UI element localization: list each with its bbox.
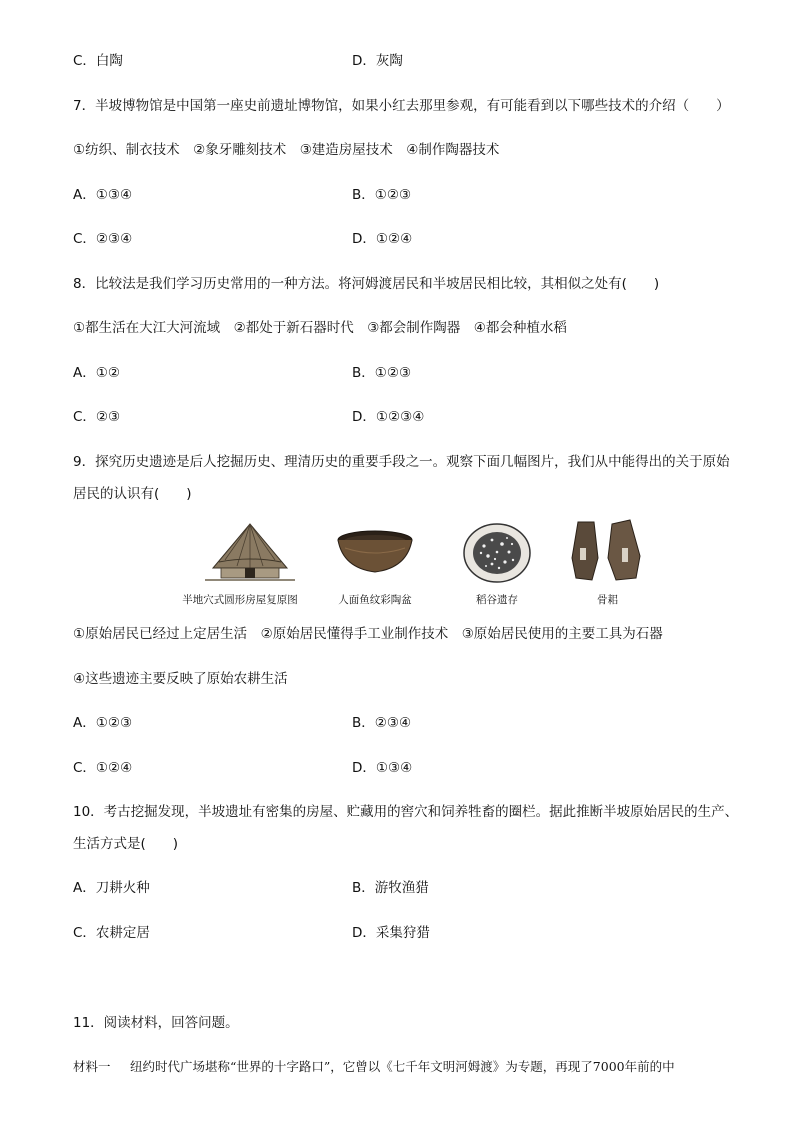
q10-option-c: C．农耕定居 <box>73 925 150 941</box>
q9-items-line2: ④这些遗迹主要反映了原始农耕生活 <box>73 671 288 687</box>
q8-option-a: A．①② <box>73 365 120 381</box>
q9-option-d: D．①③④ <box>352 760 413 776</box>
caption-pottery: 人面鱼纹彩陶盆 <box>338 594 412 606</box>
caption-bone-spade: 骨耜 <box>597 594 618 606</box>
rice-remains-image <box>462 522 532 584</box>
q9-stem-line2: 居民的认识有( ) <box>73 486 192 502</box>
q8-option-d: D．①②③④ <box>352 409 425 425</box>
q9-option-c: C．①②④ <box>73 760 133 776</box>
q7-stem: 7．半坡博物馆是中国第一座史前遗址博物馆，如果小红去那里参观，有可能看到以下哪些技术的介绍（ ） <box>73 98 730 114</box>
q11-stem: 11．阅读材料，回答问题。 <box>73 1015 239 1031</box>
q8-option-c: C．②③ <box>73 409 121 425</box>
q9-option-a: A．①②③ <box>73 715 133 731</box>
q8-items: ①都生活在大江大河流域 ②都处于新石器时代 ③都会制作陶器 ④都会种植水稻 <box>73 320 567 336</box>
q9-stem-line1: 9．探究历史遗迹是后人挖掘历史、理清历史的重要手段之一。观察下面几幅图片，我们从中能得出的关于原始 <box>73 454 730 470</box>
q10-stem-line1: 10．考古挖掘发现，半坡遗址有密集的房屋、贮藏用的窖穴和饲养牲畜的圈栏。据此推断半坡原始居民的生产、 <box>73 804 739 820</box>
thatched-house-image <box>205 520 295 586</box>
q9-items-line1: ①原始居民已经过上定居生活 ②原始居民懂得手工业制作技术 ③原始居民使用的主要工具为石器 <box>73 626 663 642</box>
q10-option-b: B．游牧渔猎 <box>352 880 429 896</box>
q8-option-b: B．①②③ <box>352 365 412 381</box>
q7-option-c: C．②③④ <box>73 231 133 247</box>
q6-option-d: D．灰陶 <box>352 53 403 69</box>
q10-option-d: D．采集狩猎 <box>352 925 430 941</box>
caption-rice: 稻谷遗存 <box>476 594 518 606</box>
q8-stem: 8．比较法是我们学习历史常用的一种方法。将河姆渡居民和半坡居民相比较，其相似之处有( ) <box>73 276 660 292</box>
q6-option-c: C．白陶 <box>73 53 123 69</box>
q7-option-a: A．①③④ <box>73 187 133 203</box>
q7-option-d: D．①②④ <box>352 231 413 247</box>
q11-material-label: 材料一 <box>73 1059 111 1074</box>
q11-material-text: 纽约时代广场堪称“世界的十字路口”，它曾以《七千年文明河姆渡》为专题，再现了7000年前的中 <box>130 1059 675 1074</box>
q9-option-b: B．②③④ <box>352 715 412 731</box>
q10-option-a: A．刀耕火种 <box>73 880 150 896</box>
caption-house: 半地穴式圆形房屋复原图 <box>182 594 298 606</box>
painted-pottery-basin-image <box>335 528 415 578</box>
bone-spade-image <box>570 518 645 586</box>
q7-option-b: B．①②③ <box>352 187 412 203</box>
q7-items: ①纺织、制衣技术 ②象牙雕刻技术 ③建造房屋技术 ④制作陶器技术 <box>73 142 500 158</box>
q10-stem-line2: 生活方式是( ) <box>73 836 179 852</box>
